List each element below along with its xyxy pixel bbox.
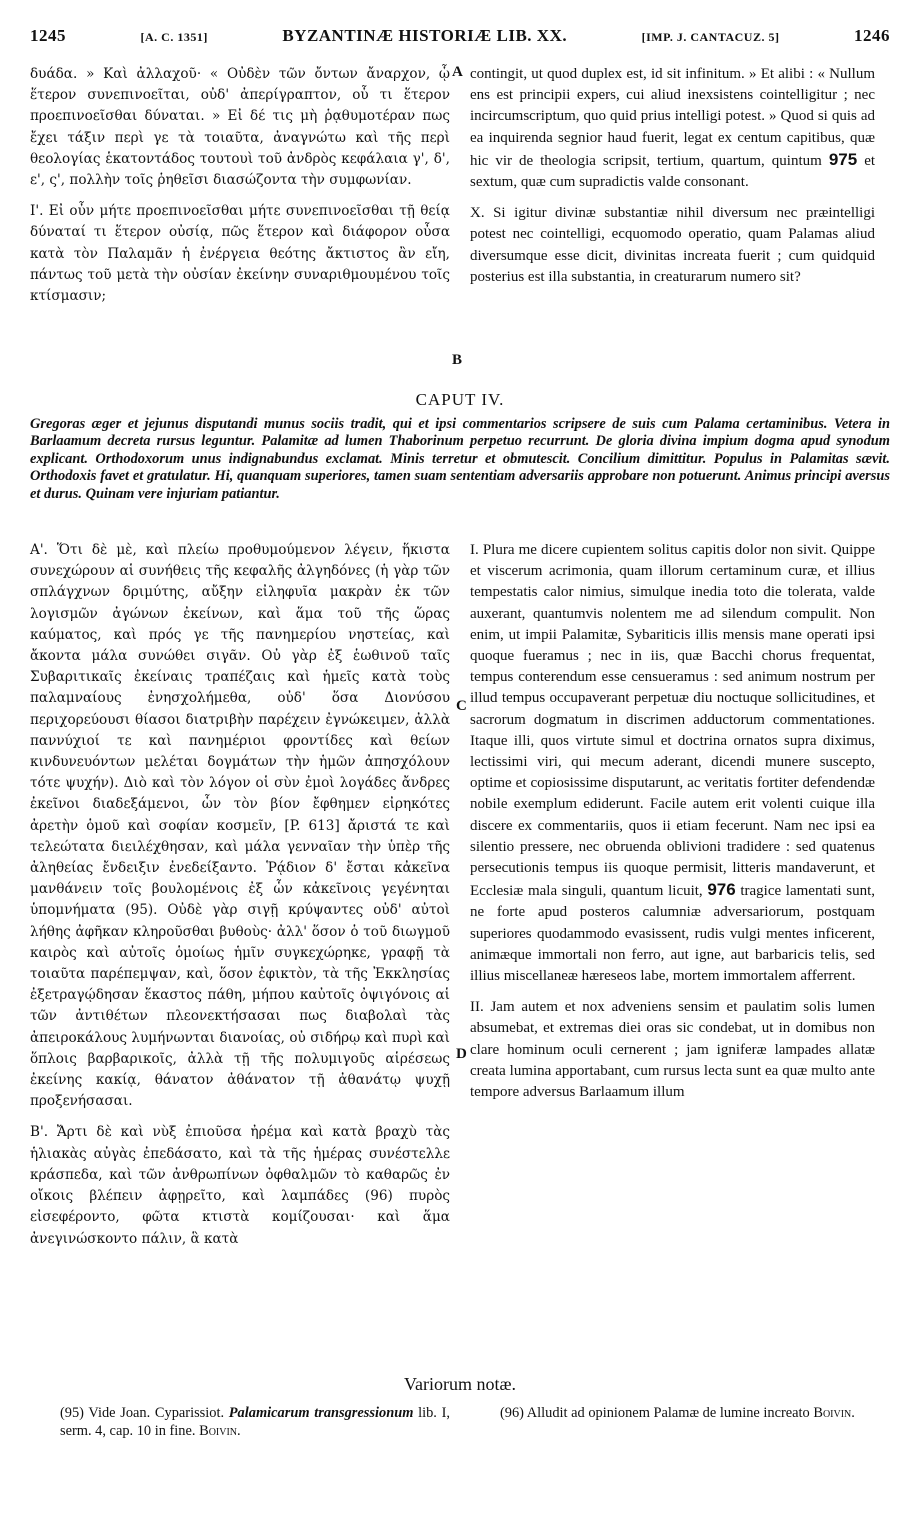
footnote-text: lib. I, serm. 4, cap. 10 in fine.	[60, 1405, 450, 1439]
section-marker-d: D	[456, 1046, 467, 1062]
footnote-95	[60, 1404, 450, 1440]
footnote-text: (96) Alludit ad opinionem Palamæ de lumine increato	[500, 1405, 810, 1421]
latin-column-bottom	[470, 540, 875, 1370]
notes-heading: Variorum notæ.	[404, 1374, 516, 1394]
footnote-author: Boivin.	[199, 1423, 241, 1439]
latin-text: tragice lamentati sunt, ne forte apud posteros calumniæ adversariorum, postquam superiores quodammodo evasissent, rudis vulgi mentes inficerent, animæque immortali non ferro, aut igne, aut barbaricis telis, sed illius miscellaneæ hæreseos labe, mortem immortalem afferrent.	[470, 883, 875, 985]
latin-paragraph	[470, 64, 875, 193]
greek-paragraph: Α'. Ὅτι δὲ μὲ, καὶ πλείω προθυμούμενον λέγειν, ἥκιστα συνεχώρουν αἱ συνήθεις τῆς κεφαλῆς ἀλγηδόνες (ἡ γὰρ τῶν σπλάγχνων δριμύτης, αὔξην εἰληφυῖα μακρὰν ἐκ τῶν λογισμῶν ἀγώνων ἐκείνων, καὶ ἅμα τοῦ τῆς ὥρας καύματος, καὶ πρός γε τῆς πανημερίου νηστείας, καὶ ἄκοντα μάλα συνώθει σιγᾶν. Οὐ γὰρ ἐξ ἑωθινοῦ ταῖς Συβαριτικαῖς ἐκείναις τραπέζαις καὶ ἡμεῖς κατὰ τοὺς παλαμναίους ἐνησχολήμεθα, οὐδ' ὅσα Διονύσου περιχορεύουσι θίασοι διατριβὴν παρέχειν ἐγνώκειμεν, ἀλλὰ παννύχιοί τε καὶ πανημέριοι φροντίδες καὶ θείων κινδυνευόντων μελέται δογμάτων τὴν ἡμῶν ἀπησχόλουν τότε ψυχήν). Διὸ καὶ τὸν λόγον οἱ σὺν ἐμοὶ λογάδες ἄνδρες ἐκεῖνοι διαδεξάμενοι, ὧν τὸν βίον ἔφθημεν εἰρηκότες ἀρετὴν ὁμοῦ καὶ σοφίαν κοσμεῖν, [P. 613] ἄριστά τε καὶ τελεώτατα διειλέχθησαν, καὶ μάλα γενναῖαν τὴν ὑπὲρ τῆς ἀληθείας ἔνδειξιν ἐνεδείξαντο. Ῥᾴδιον δ' ἔσται κἀκεῖνα μανθάνειν τοῖς βουλομένοις ἐξ ὧν κἀκεῖνοις γεγένηται ὑπομνήματα (95). Οὐδὲ γὰρ σιγῇ κρύψαντες οὐδ' αὐτοὶ λήθης ἀφῆκαν κληροῦσθαι βυθοὺς· ἀλλ' ὅσον ὁ τοῦ διωγμοῦ καιρὸς καὶ αὐτοῖς ὁμοίως ἡμῖν συγκεχώρηκε, γραφῇ τὰ τοιαῦτα παρέπεμψαν, καὶ, ὅσον ἐφικτὸν, τὰ τῆς Ἐκκλησίας ἐξετραγῴδησαν ἕκαστος πάθη, μήπου καὐτοῖς ὀψιγόνοις αἱ τῶν ἀντιθέτων πλεονεκτήσασαι πως διαβολαὶ τὰς ἀπειροκάλους λυμήνωνται διανοίας, οὐ σιδήρῳ καὶ πυρὶ καὶ ὅπλοις βαρβαρικοῖς, ἀλλὰ τῇ τῆς πολυμιγοῦς αἱρέσεως ἐκείνης κακίᾳ, θάνατον ἀθάνατον τῇ ἀθανάτῳ ψυχῇ προξενήσασαι.	[30, 542, 450, 1110]
footnote-work-title: Palamicarum transgressionum	[228, 1405, 414, 1421]
greek-column-bottom	[30, 540, 450, 1370]
latin-paragraph: X. Si igitur divinæ substantiæ nihil diversum nec præintelligi potest nec cointelligi, ecquomodo operatio, quam Palamas aliud diversumque esse dicit, divinitas increata fuerit ; cum quidquid posterius est illa substantia, in creaturarum numero sit?	[470, 205, 875, 285]
column-marker: 975	[828, 149, 858, 169]
chapter-summary: Gregoras æger et jejunus disputandi munus sociis tradit, qui et ipsi commentarios scripsere de suis cum Palama certaminibus. Vetera in Barlaamum decreta rursus leguntur. Palamitæ ad lumen Thaborinum perpetuo recurrunt. De gloria divina impium dogma apud synodum explicant. Orthodoxorum unus indignabundus exclamat. Minis terretur et obmutescit. Concilium dimittitur. Populus in Palamitas sævit. Orthodoxis favet et gratulatur. Hi, quanquam superiores, tamen suam sententiam adversariis approbare non potuerunt. Animus principi aversus et durus. Quinam vere injuriam patiantur.	[30, 416, 890, 502]
running-header	[30, 26, 890, 56]
latin-paragraph	[470, 540, 875, 987]
footnote-96	[500, 1404, 880, 1422]
year-reference: [A. C. 1351]	[140, 30, 208, 44]
emperor-reference: [IMP. J. CANTACUZ. 5]	[641, 30, 780, 44]
greek-paragraph: δυάδα. » Καὶ ἀλλαχοῦ· « Οὐδὲν τῶν ὄντων ἄναρχον, ᾧ ἕτερον συνεπινοεῖται, οὐδ' ἀπερίγραπτον, οὗ τι ἕτερον προεπινοεῖσθαι δύναται. » Εἰ δέ τις μὴ ῥᾳθυμοτέραν πως ἔχει τάξιν περὶ γε τὰ τοιαῦτα, ἀναγνώτω καὶ τῆς περὶ θεολογίας ἑκατοντάδος τουτουὶ τοῦ ἀνδρὸς κεφάλαια γ', δ', ε', ς', πολλὴν τοῖς ῥηθεῖσι διασώζοντα τὴν συμφωνίαν.	[30, 66, 450, 189]
column-marker: 976	[707, 880, 736, 900]
latin-text: contingit, ut quod duplex est, id sit infinitum. » Et alibi : « Nullum ens est principii expers, cui aliud inexsistens cointelligitur ; nec incircumscriptum, quo quid prius intelligi potest. » Quod si quis ad ea inquirenda segnior haud fuerit, legat ex centum capitibus, quæ hic vir de theologia scripsit, tertium, quartum, quintum	[470, 66, 875, 169]
section-marker-c: C	[456, 698, 467, 714]
section-marker-a: A	[452, 64, 463, 80]
latin-column-top	[470, 64, 875, 364]
greek-column-top	[30, 64, 450, 364]
page-title: BYZANTINÆ HISTORIÆ LIB. XX.	[282, 26, 568, 45]
greek-paragraph: Β'. Ἄρτι δὲ καὶ νὺξ ἐπιοῦσα ἠρέμα καὶ κατὰ βραχὺ τὰς ἡλιακὰς αὐγὰς ἐπεδάσατο, καὶ τὰ τῆς ἡμέρας συνέστελλε κράσπεδα, καὶ τῶν ἀνθρωπίνων ὀφθαλμῶν τὸ καθαρῶς ἐν οἴκοις βλέπειν ἀφῃρεῖτο, καὶ λαμπάδες (96) πυρὸς εἰσεφέροντο, φῶτα κτιστὰ κομίζουσαι· καὶ ἅμα ἀνεγινώσκοντο πάλιν, ἃ κατὰ	[30, 1124, 450, 1247]
latin-text: I. Plura me dicere cupientem solitus capitis dolor non sivit. Quippe et viscerum acrimonia, quam illorum certaminum curæ, et illius tempestatis calor nimius, simulque inedia toto die tolerata, valde auxerant, quantumvis nolentem me ad silendum compulit. Non enim, ut impii Palamitæ, Sybariticis illis mensis mane operati ipsi quoque fueramus ; nec in iis, quæ Bacchi chorus frequentat, tempus conterendum esse censueramus : sed animum nostrum per illud tempus occupaverant perpetuæ diu noctuque sollicitudines, et sacrorum dogmatum in discrimen adductorum commentationes. Itaque illi, quos virtute simul et doctrina ornatos supra diximus, lectissimi viri, qui mecum aderant, dicendi munere suscepto, optime et copiosissime disputarunt, ac veritatis fortiter defendendæ nobile exemplum ediderunt. Facile autem erit volenti cuique illa discere ex commentariis, quos ii etiam fecerunt. Nam nec ipsi ea silentio presserе, nec obruenda oblivioni tradidere : sed quatenus persecutionis tempus iis quoque permisit, litteris mandaverunt, et Ecclesiæ mala singuli, quantum licuit,	[470, 542, 875, 900]
latin-text: et sextum, quæ cum supradictis valde consonant.	[470, 152, 876, 191]
section-marker-b: B	[452, 352, 463, 368]
footnote-text: (95) Vide Joan. Cyparissiot.	[60, 1405, 225, 1421]
latin-paragraph: II. Jam autem et nox adveniens sensim et paulatim solis lumen absumebat, et extremas diei oras sic condebat, ut in domibus non clare hominum oculi cernerent ; jam igniferæ lampades allatæ creata lumina apportabant, cum rursus lecta sunt ea quæ multo ante tempore adversus Barlaamum illum	[470, 999, 875, 1101]
column-number-right: 1246	[853, 26, 890, 45]
chapter-heading: CAPUT IV.	[415, 390, 505, 409]
footnote-author: Boivin.	[813, 1405, 855, 1421]
column-number-left: 1245	[30, 26, 66, 45]
greek-paragraph: Ι'. Εἰ οὖν μήτε προεπινοεῖσθαι μήτε συνεπινοεῖσθαι τῇ θείᾳ δύναταί τι ἕτερον οὐσίᾳ, πῶς ἕτερον καὶ διάφορον οὖσα κατὰ τὸν Παλαμᾶν ἡ ἐνέργεια θεότης ἄκτιστος ἂν εἴη, πάντως τοῦ μετὰ τὴν οὐσίαν ἐκείνην συναριθμουμένου τοῖς κτίσμασιν;	[30, 203, 450, 305]
